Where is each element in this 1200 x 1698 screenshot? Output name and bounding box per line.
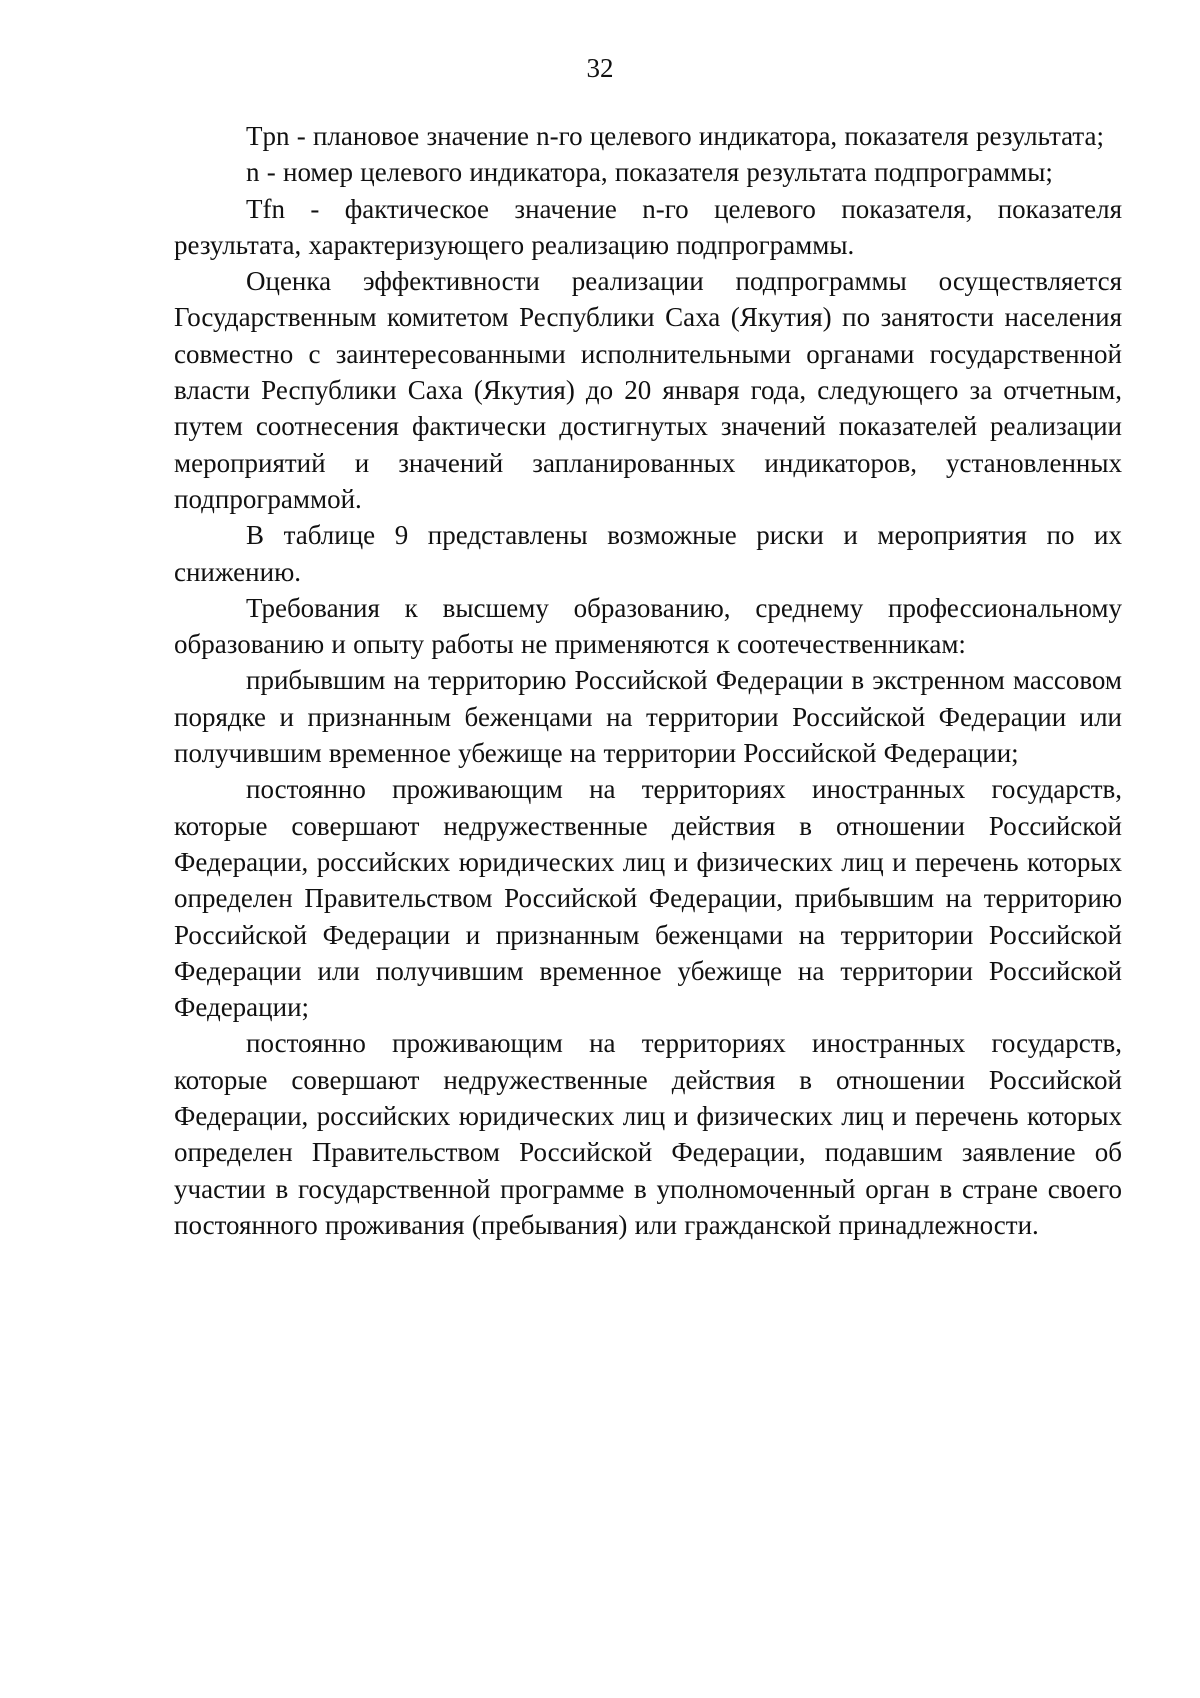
paragraph-efficiency-assessment: Оценка эффективности реализации подпрограммы осуществляется Государственным комитетом Республики Саха (Якутия) по занятости населения совместно с заинтересованными исполнительными органами государственной власти Республики Саха (Якутия) до 20 января года, следующего за отчетным, путем соотнесения фактически достигнутых значений показателей реализации мероприятий и значений запланированных индикаторов, установленных подпрограммой. xyxy=(174,266,1122,514)
paragraph-tpn-definition: Tpn - плановое значение n-го целевого индикатора, показателя результата; xyxy=(246,121,1104,151)
paragraph-n-definition: n - номер целевого индикатора, показателя результата подпрограммы; xyxy=(246,157,1053,188)
paragraph-table-9-reference: В таблице 9 представлены возможные риски и мероприятия по их снижению. xyxy=(174,520,1122,587)
document-body xyxy=(174,118,1122,1243)
paragraph-emergency-arrivals: прибывшим на территорию Российской Федерации в экстренном массовом порядке и признанным беженцами на территории Российской Федерации или получившим временное убежище на территории Российской Федерации; xyxy=(174,665,1122,769)
page-number: 32 xyxy=(586,53,614,83)
paragraph-education-requirements: Требования к высшему образованию, среднему профессиональному образованию и опыту работы не применяются к соотечественникам: xyxy=(174,592,1122,660)
paragraph-tfn-definition: Tfn - фактическое значение n-го целевого показателя, показателя результата, характеризующего реализацию подпрограммы. xyxy=(174,193,1122,260)
paragraph-unfriendly-states-refugees: постоянно проживающим на территориях иностранных государств, которые совершают недружественные действия в отношении Российской Федерации, российских юридических лиц и физических лиц и перечень которых определен Правительством Российской Федерации, прибывшим на территорию Российской Федерации и признанным беженцами на территории Российской Федерации или получившим временное убежище на территории Российской Федерации; xyxy=(174,774,1122,1023)
paragraph-unfriendly-states-applicants: постоянно проживающим на территориях иностранных государств, которые совершают недружественные действия в отношении Российской Федерации, российских юридических лиц и физических лиц и перечень которых определен Правительством Российской Федерации, подавшим заявление об участии в государственной программе в уполномоченный орган в стране своего постоянного проживания (пребывания) или гражданской принадлежности. xyxy=(174,1028,1122,1240)
